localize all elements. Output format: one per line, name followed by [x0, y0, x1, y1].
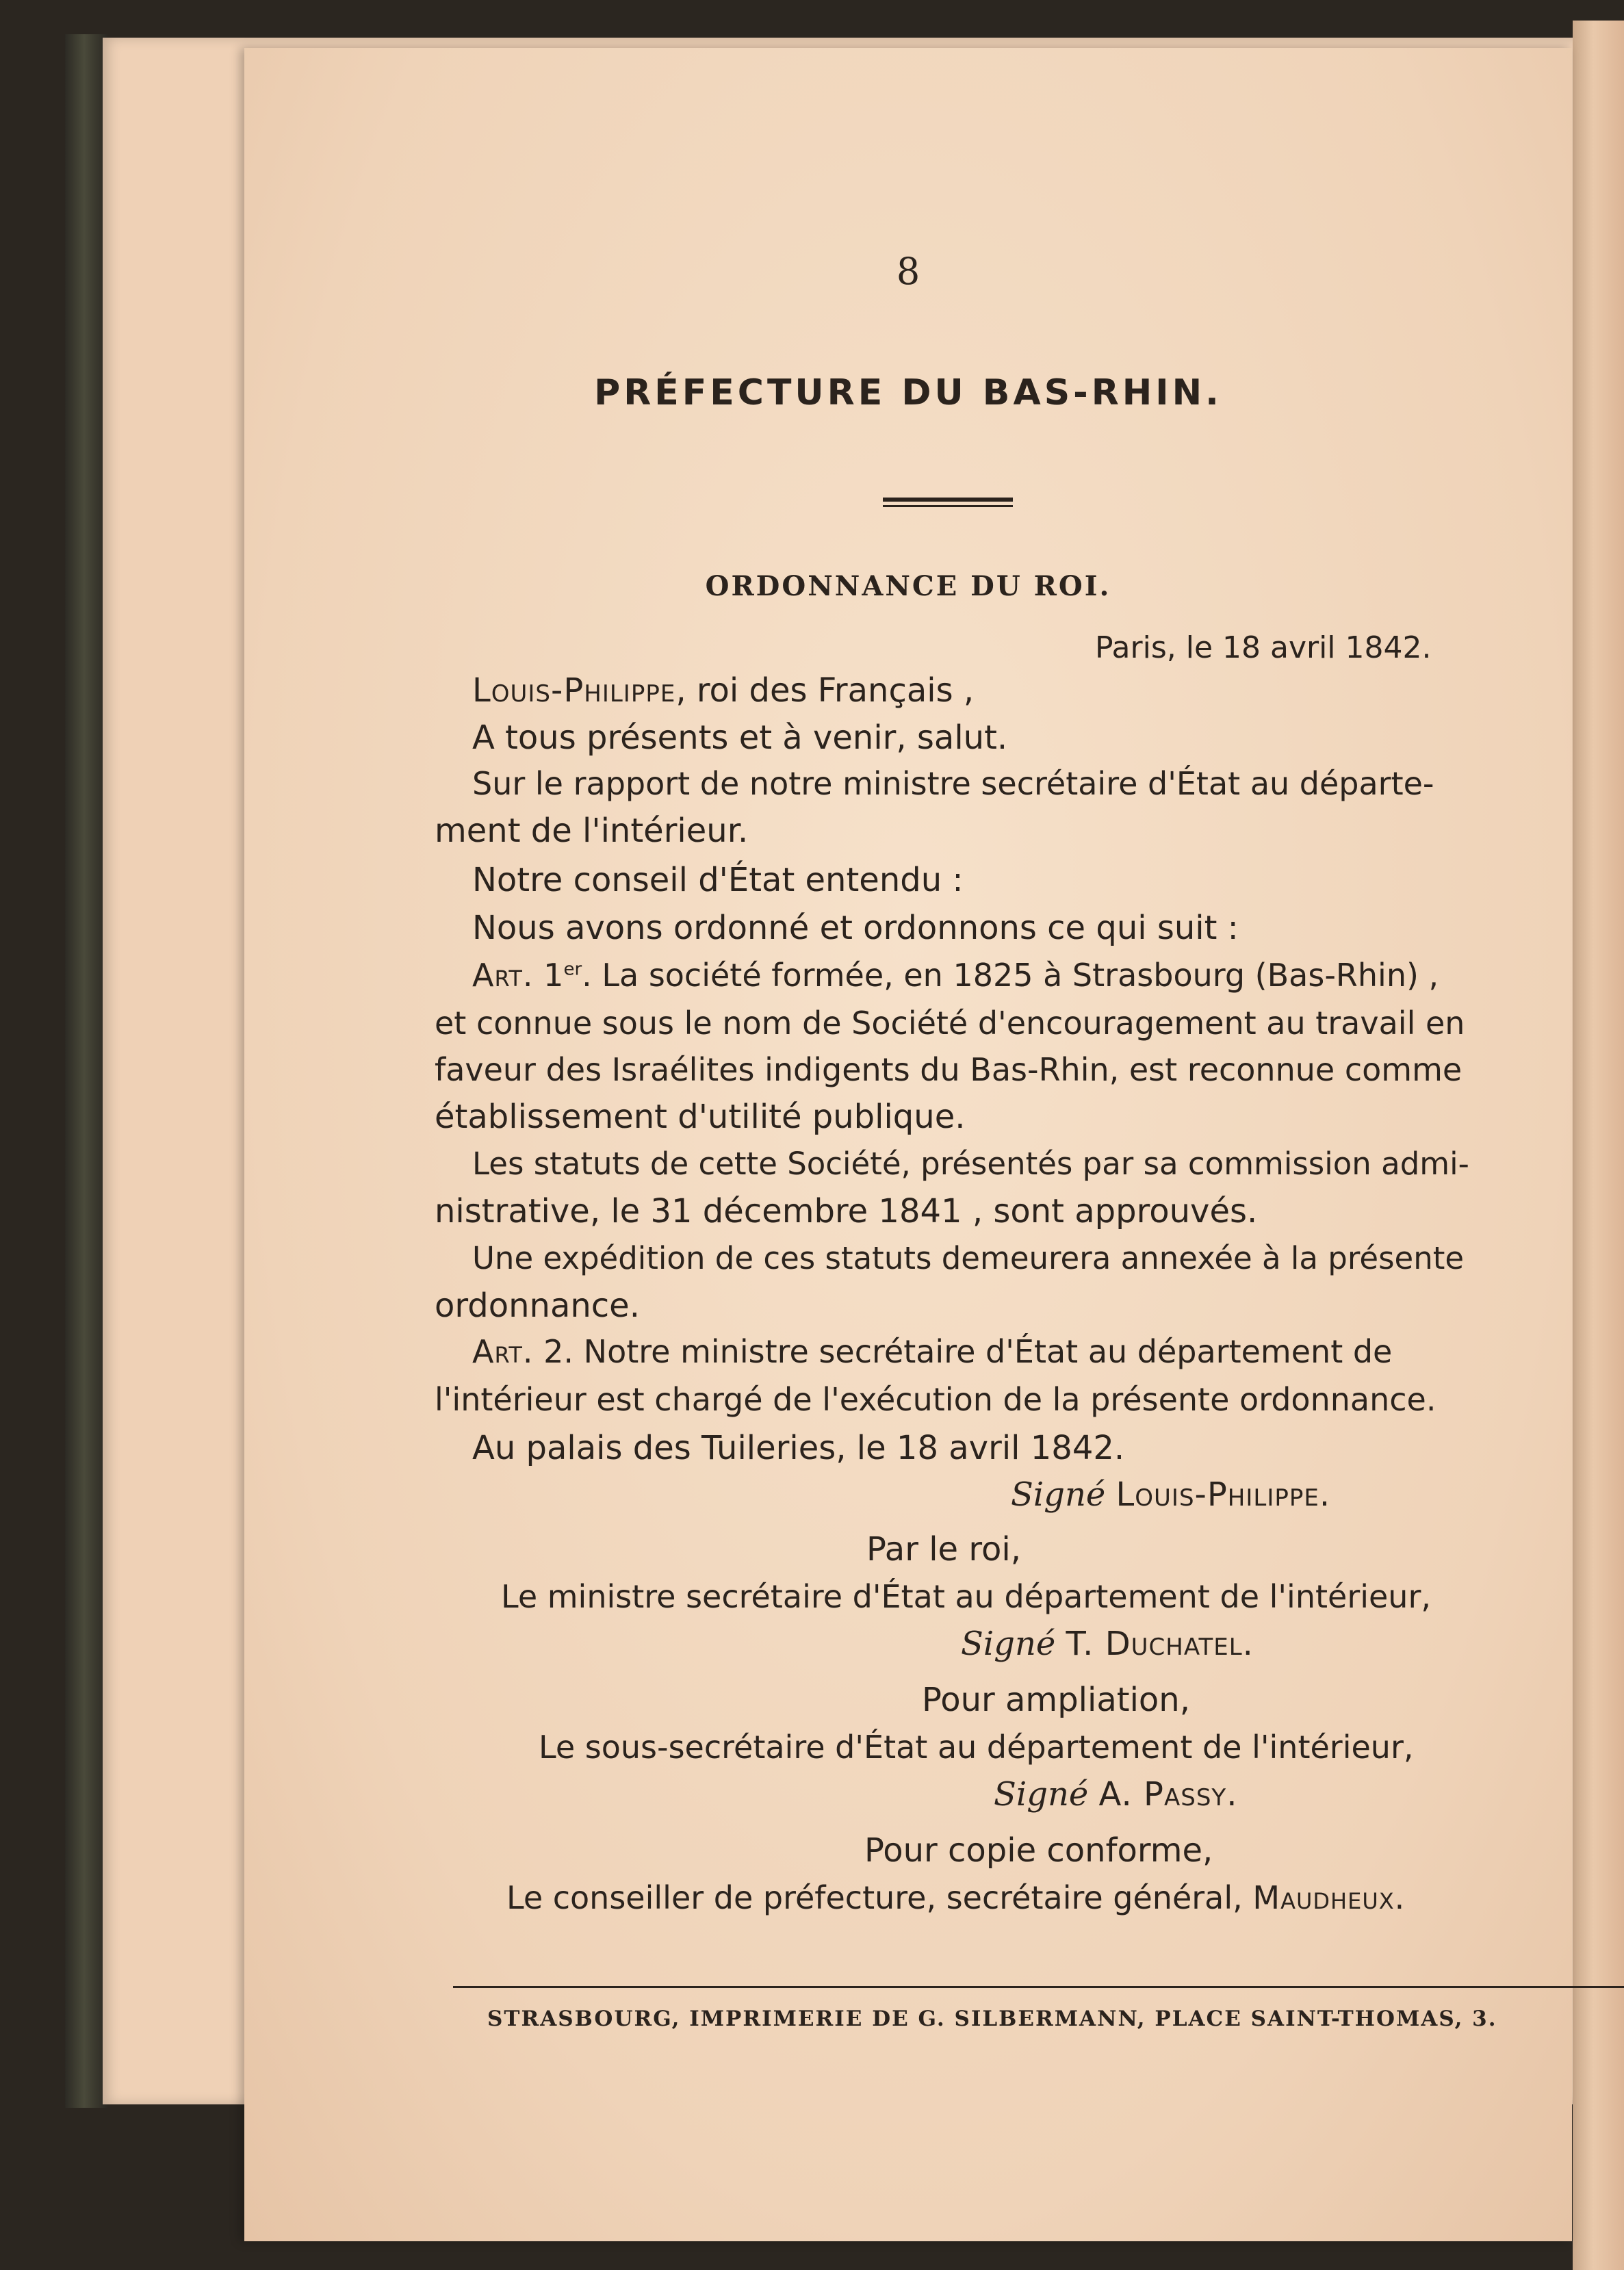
article-1-superscript: er: [563, 959, 582, 980]
statuts-line-1: Les statuts de cette Société, présentés par sa commission admi-: [472, 1146, 1469, 1182]
article-1-line-2: et connue sous le nom de Société d'encouragement au travail en: [435, 1005, 1465, 1042]
signed-word: Signé: [961, 1625, 1056, 1663]
page: [244, 48, 1572, 2241]
article-1-text: . La société formée, en 1825 à Strasbourg (Bas-Rhin) ,: [582, 957, 1439, 994]
copie-line: Pour copie conforme,: [864, 1831, 1213, 1870]
king-line: [472, 671, 975, 710]
king-name: Louis-Philippe: [472, 671, 676, 710]
report-line-2: ment de l'intérieur.: [435, 812, 749, 850]
greeting: A tous présents et à venir, salut.: [472, 719, 1008, 757]
article-1-line-1: [472, 957, 1439, 994]
article-1-number: 1: [543, 957, 564, 994]
king-signature: Louis-Philippe.: [1116, 1475, 1331, 1514]
article-2-text: 2. Notre ministre secrétaire d'État au département de: [533, 1333, 1393, 1370]
book-spine: [65, 34, 107, 2108]
councillor-signature: Maudheux.: [1252, 1879, 1406, 1916]
councillor-line: [506, 1879, 1406, 1916]
title-rule: [883, 498, 1013, 507]
article-1-line-4: établissement d'utilité publique.: [435, 1098, 966, 1136]
article-2-line-2: l'intérieur est chargé de l'exécution de la présente ordonnance.: [435, 1381, 1436, 1418]
minister-line: Le ministre secrétaire d'État au département de l'intérieur,: [501, 1578, 1431, 1615]
article-1-line-3: faveur des Israélites indigents du Bas-Rhin, est reconnue comme: [435, 1051, 1462, 1088]
under-secretary-line: Le sous-secrétaire d'État au département de l'intérieur,: [539, 1729, 1414, 1766]
article-2-line-1: [472, 1333, 1393, 1370]
article-2-label: Art.: [472, 1333, 534, 1370]
minister-signature: T. Duchatel.: [1066, 1625, 1254, 1663]
palace-line: Au palais des Tuileries, le 18 avril 1842.: [472, 1429, 1125, 1467]
footer-rule: [453, 1986, 1624, 1988]
page-number: 8: [896, 250, 920, 293]
signed-word: Signé: [1011, 1475, 1106, 1514]
printer-footer: STRASBOURG, IMPRIMERIE DE G. SILBERMANN, PLACE SAINT-THOMAS, 3.: [487, 2007, 1497, 2031]
king-signature-line: [1011, 1475, 1331, 1514]
par-le-roi: Par le roi,: [866, 1530, 1021, 1569]
signed-word: Signé: [994, 1775, 1089, 1814]
ampliation-line: Pour ampliation,: [922, 1681, 1190, 1719]
place-date: Paris, le 18 avril 1842.: [1095, 630, 1432, 665]
councillor-title: Le conseiller de préfecture, secrétaire général,: [506, 1879, 1243, 1916]
under-secretary-signature: A. Passy.: [1098, 1775, 1238, 1814]
statuts-line-2: nistrative, le 31 décembre 1841 , sont approuvés.: [435, 1192, 1258, 1230]
expedition-line-2: ordonnance.: [435, 1287, 640, 1325]
report-line-1: Sur le rapport de notre ministre secrétaire d'État au départe-: [472, 765, 1434, 802]
king-title: , roi des Français ,: [675, 671, 975, 710]
right-page-edge: [1573, 21, 1624, 2270]
expedition-line-1: Une expédition de ces statuts demeurera annexée à la présente: [472, 1240, 1465, 1276]
prefecture-title: PRÉFECTURE DU BAS-RHIN.: [594, 372, 1222, 413]
ordered-line: Nous avons ordonné et ordonnons ce qui suit :: [472, 909, 1239, 947]
minister-signature-line: [961, 1625, 1254, 1663]
article-1-label: Art.: [472, 957, 534, 994]
under-secretary-signature-line: [994, 1775, 1238, 1814]
council-line: Notre conseil d'État entendu :: [472, 861, 964, 899]
ordinance-title: ORDONNANCE DU ROI.: [705, 570, 1111, 602]
